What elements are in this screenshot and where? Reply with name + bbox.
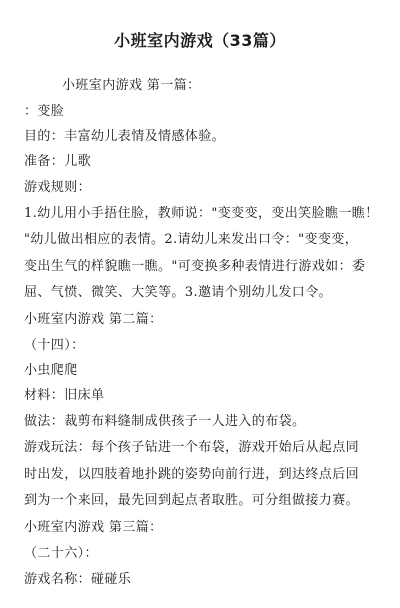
text-line: 1.幼儿用小手捂住脸，教师说："变变变，变出笑脸瞧一瞧！ xyxy=(24,206,379,221)
text-line: 准备：儿歌 xyxy=(24,154,92,169)
text-line: 游戏玩法：每个孩子钻进一个布袋，游戏开始后从起点同 xyxy=(24,440,360,455)
document-title: 小班室内游戏（33篇） xyxy=(114,31,286,50)
text-line: （十四）： xyxy=(24,338,85,353)
text-line: 时出发，以四肢着地扑跳的姿势向前行进，到达终点后回 xyxy=(24,467,360,482)
text-line: 做法：裁剪布料缝制成供孩子一人进入的布袋。 xyxy=(24,414,306,429)
text-line: 目的：丰富幼儿表情及情感体验。 xyxy=(24,129,226,144)
text-line: 材料：旧床单 xyxy=(24,388,105,403)
text-line: 变出生气的样貌瞧一瞧。"可变换多种表情进行游戏如：委 xyxy=(24,259,366,274)
text-line: 游戏名称：碰碰乐 xyxy=(24,572,132,587)
text-line: 到为一个来回，最先回到起点者取胜。可分组做接力赛。 xyxy=(24,493,360,508)
text-line: 游戏规则： xyxy=(24,180,92,195)
text-line: （二十六）： xyxy=(24,546,98,561)
section-heading-2: 小班室内游戏 第二篇： xyxy=(24,312,163,327)
text-line: 屈、气愤、微笑、大笑等。3.邀请个别幼儿发口令。 xyxy=(24,285,333,300)
text-line: "幼儿做出相应的表情。2.请幼儿来发出口令："变变变， xyxy=(24,232,359,247)
text-line: ：变脸 xyxy=(24,104,65,119)
section-heading-3: 小班室内游戏 第三篇： xyxy=(24,520,163,535)
section-heading-1: 小班室内游戏 第一篇： xyxy=(62,78,201,93)
text-line: 小虫爬爬 xyxy=(24,363,78,378)
